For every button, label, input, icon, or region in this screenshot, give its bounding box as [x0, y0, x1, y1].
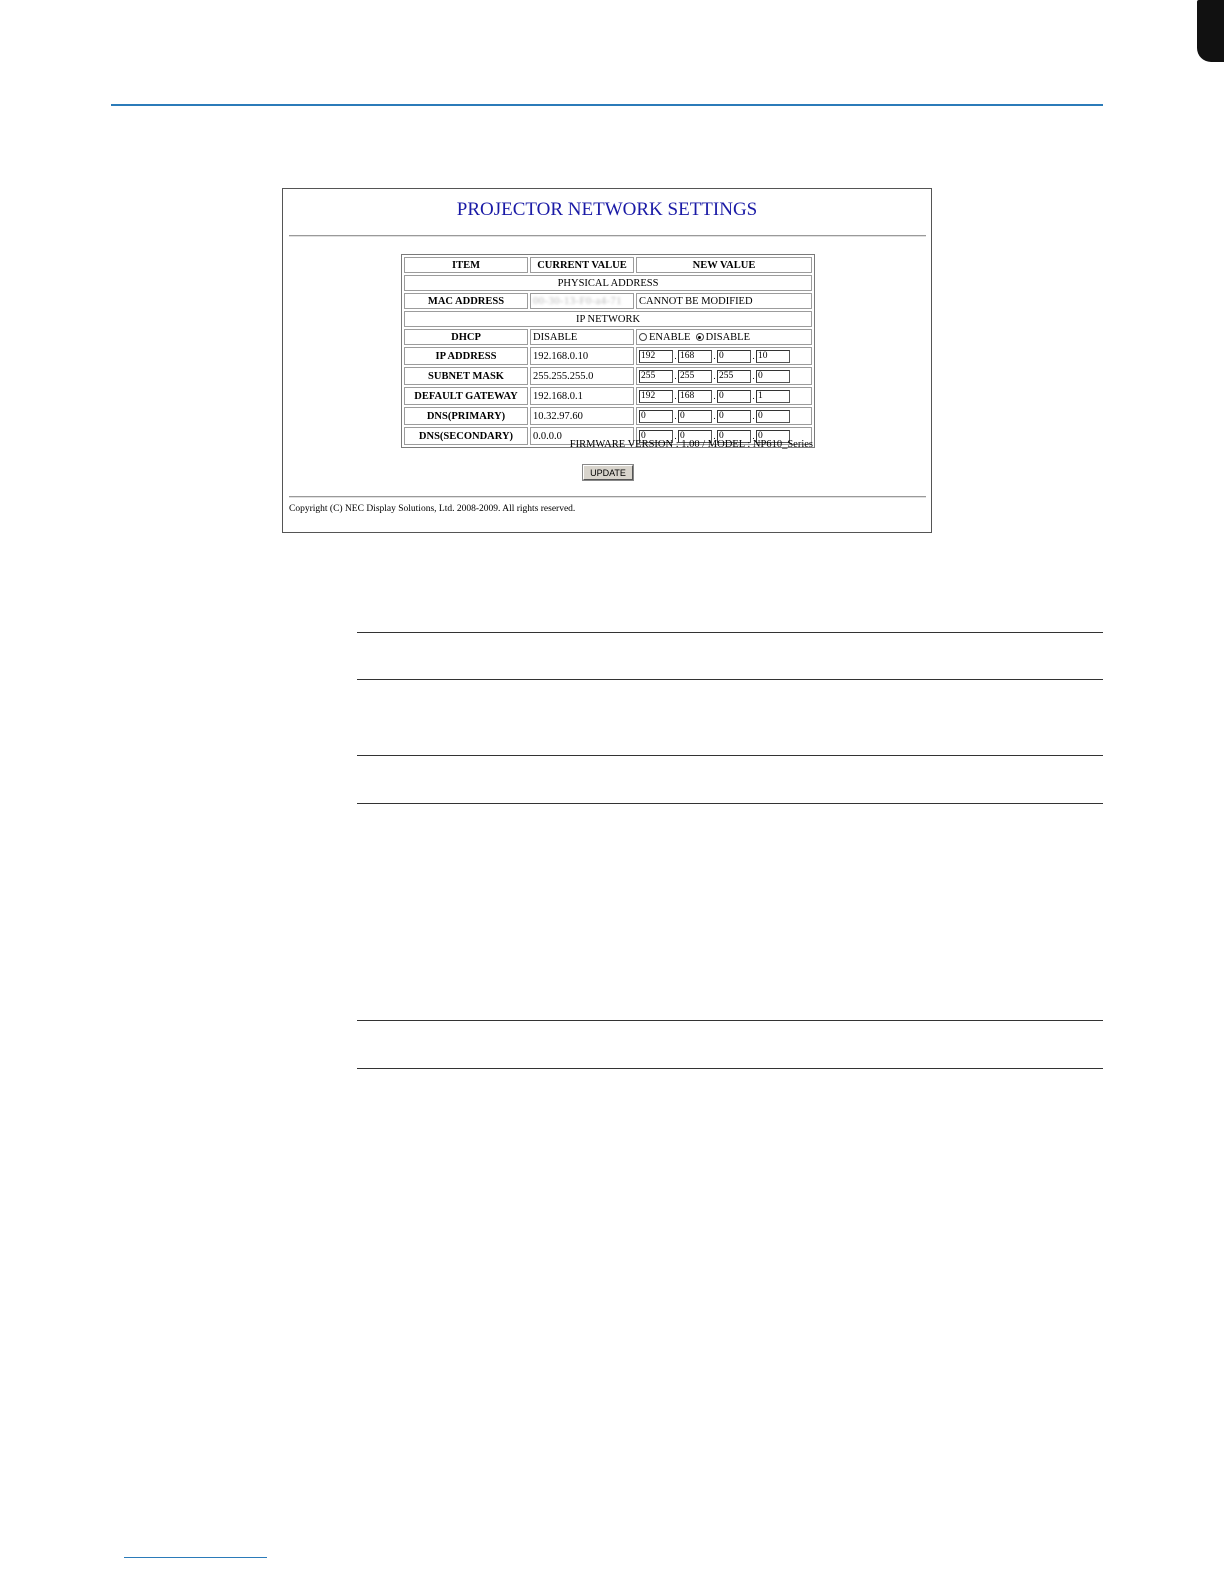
octet-input[interactable]: 0	[756, 370, 790, 383]
dhcp-enable-label: ENABLE	[649, 331, 691, 343]
network-settings-table	[401, 254, 815, 448]
title-divider	[289, 235, 926, 237]
octet-input[interactable]: 255	[678, 370, 712, 383]
octet-input[interactable]: 192	[639, 390, 673, 403]
copyright-text: Copyright (C) NEC Display Solutions, Ltd. 2008-2009. All rights reserved.	[289, 504, 576, 514]
row-current-value: 255.255.255.0	[530, 367, 634, 385]
table-row	[404, 387, 812, 405]
octet-input[interactable]: 1	[756, 390, 790, 403]
octet-input[interactable]: 255	[717, 370, 751, 383]
section-rule	[357, 755, 1103, 756]
octet-input[interactable]: 0	[717, 390, 751, 403]
row-label: DNS(SECONDARY)	[404, 427, 528, 445]
octet-input[interactable]: 255	[639, 370, 673, 383]
octet-input[interactable]: 0	[639, 410, 673, 423]
section-rule	[357, 1068, 1103, 1069]
mac-value-blurred: 00-30-13-F0-a4-71	[533, 295, 622, 307]
table-row	[404, 293, 812, 309]
table-row	[404, 407, 812, 425]
section-rule	[357, 803, 1103, 804]
dns-secondary-octet-inputs: 0 . 0 . 0 . 0	[636, 427, 812, 445]
section-row-ip	[404, 311, 812, 327]
section-row-physical	[404, 275, 812, 291]
row-current-value: 192.168.0.10	[530, 347, 634, 365]
octet-input[interactable]: 192	[639, 350, 673, 363]
row-label: DHCP	[404, 329, 528, 345]
page-tab-marker	[1197, 0, 1224, 62]
dhcp-options	[636, 329, 812, 345]
section-rule	[357, 1020, 1103, 1021]
section-ip-network: IP NETWORK	[404, 311, 812, 327]
dhcp-current-value: DISABLE	[530, 329, 634, 345]
dns-primary-octet-inputs: 0 . 0 . 0 . 0	[636, 407, 812, 425]
table-row	[404, 347, 812, 365]
update-button[interactable]: UPDATE	[583, 465, 633, 480]
mac-current-value	[530, 293, 634, 309]
header-current-value: CURRENT VALUE	[530, 257, 634, 273]
octet-input[interactable]: 0	[717, 430, 751, 443]
mac-new-value: CANNOT BE MODIFIED	[636, 293, 812, 309]
octet-input[interactable]: 0	[639, 430, 673, 443]
header-item: ITEM	[404, 257, 528, 273]
section-rule	[357, 632, 1103, 633]
octet-input[interactable]: 0	[678, 410, 712, 423]
gateway-octet-inputs: 192 . 168 . 0 . 1	[636, 387, 812, 405]
header-rule	[111, 104, 1103, 106]
octet-input[interactable]: 10	[756, 350, 790, 363]
row-label: IP ADDRESS	[404, 347, 528, 365]
octet-input[interactable]: 168	[678, 390, 712, 403]
subnet-octet-inputs: 255 . 255 . 255 . 0	[636, 367, 812, 385]
octet-input[interactable]: 0	[717, 350, 751, 363]
footnote-rule	[124, 1557, 267, 1558]
row-label: DNS(PRIMARY)	[404, 407, 528, 425]
ip-octet-inputs: 192 . 168 . 0 . 10	[636, 347, 812, 365]
row-current-value: 0.0.0.0	[530, 427, 634, 445]
table-row	[404, 367, 812, 385]
dhcp-enable-radio[interactable]	[639, 333, 647, 341]
row-current-value: 10.32.97.60	[530, 407, 634, 425]
header-row	[404, 257, 812, 273]
dhcp-disable-radio[interactable]	[696, 333, 704, 341]
footer-divider	[289, 496, 926, 498]
dhcp-disable-label: DISABLE	[705, 331, 751, 343]
octet-input[interactable]: 0	[717, 410, 751, 423]
page-title: PROJECTOR NETWORK SETTINGS	[456, 199, 758, 220]
header-new-value: NEW VALUE	[636, 257, 812, 273]
octet-input[interactable]: 0	[678, 430, 712, 443]
octet-input[interactable]: 0	[756, 430, 790, 443]
row-label: SUBNET MASK	[404, 367, 528, 385]
row-label: MAC ADDRESS	[404, 293, 528, 309]
octet-input[interactable]: 0	[756, 410, 790, 423]
browser-window-screenshot	[282, 188, 932, 533]
section-physical-address: PHYSICAL ADDRESS	[404, 275, 812, 291]
octet-input[interactable]: 168	[678, 350, 712, 363]
row-current-value: 192.168.0.1	[530, 387, 634, 405]
table-row	[404, 329, 812, 345]
section-rule	[357, 679, 1103, 680]
firmware-version: FIRMWARE VERSION : 1.00 / MODEL : NP610_Series	[569, 439, 813, 450]
row-label: DEFAULT GATEWAY	[404, 387, 528, 405]
